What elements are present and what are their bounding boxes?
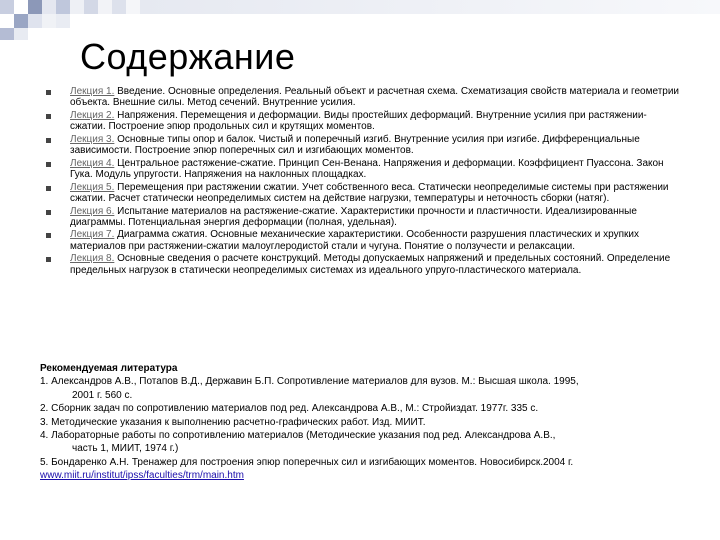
- list-item: [40, 253, 680, 275]
- lecture-link[interactable]: Лекция 3.: [70, 133, 115, 145]
- header-decoration: [0, 0, 720, 40]
- literature-item-continuation: 2001 г. 560 с.: [72, 389, 133, 401]
- lecture-text: Напряжения. Перемещения и деформации. Виды простейших деформаций. Внутренние усилия при растяжении-сжатии. Построение эпюр продольных сил и крутящих моментов.: [70, 109, 647, 133]
- list-item: [40, 86, 680, 108]
- lecture-link[interactable]: Лекция 4.: [70, 157, 115, 169]
- lecture-link[interactable]: Лекция 2.: [70, 109, 115, 121]
- list-item: [40, 158, 680, 180]
- lecture-text: Центральное растяжение-сжатие. Принцип Сен-Венана. Напряжения и деформации. Коэффициент Пуассона. Закон Гука. Модуль упругости. Напряжения на наклонных площадках.: [70, 157, 664, 180]
- lecture-text: Перемещения при растяжении сжатии. Учет собственного веса. Статически неопределимые системы при растяжении сжатии. Расчет статически неопределимых систем на действие нагрузки, температуры и неточность сборки (натяг).: [70, 181, 669, 204]
- literature-heading: Рекомендуемая литература: [40, 363, 178, 374]
- bullet-square-icon: [46, 114, 51, 119]
- lecture-list: [40, 86, 680, 277]
- literature-item: 3. Методические указания к выполнению расчетно-графических работ. Изд. МИИТ.: [40, 416, 426, 428]
- bullet-square-icon: [46, 90, 51, 95]
- bullet-square-icon: [46, 186, 51, 191]
- lecture-text: Основные типы опор и балок. Чистый и поперечный изгиб. Внутренние усилия при изгибе. Дифференциальные зависимости. Построение эпюр поперечных сил и изгибающих моментов.: [70, 133, 640, 157]
- list-item: [40, 110, 680, 132]
- lecture-text: Диаграмма сжатия. Основные механические характеристики. Особенности разрушения пластических и хрупких материалов при растяжении-сжатии малоуглеродистой стали и чугуна. Понятие о ползучести и релаксации.: [70, 229, 639, 252]
- lecture-link[interactable]: Лекция 6.: [70, 205, 115, 217]
- lecture-text: Основные сведения о расчете конструкций. Методы допускаемых напряжений и предельных состояний. Определение предельных нагрузок в статически неопределимых системах из идеального упруго-пластического материала.: [70, 253, 671, 276]
- list-item: [40, 206, 680, 228]
- bullet-square-icon: [46, 162, 51, 167]
- lecture-text: Испытание материалов на растяжение-сжатие. Характеристики прочности и пластичности. Идеализированные диаграммы. Потенциальная энергия деформации (полная, удельная).: [70, 205, 637, 228]
- page-title: Содержание: [80, 36, 296, 77]
- lecture-link[interactable]: Лекция 1.: [70, 86, 115, 97]
- list-item: [40, 182, 680, 204]
- lecture-link[interactable]: Лекция 5.: [70, 181, 115, 193]
- literature-link[interactable]: www.miit.ru/institut/ipss/faculties/trm/main.htm: [40, 470, 244, 482]
- literature-item-continuation: часть 1, МИИТ, 1974 г.): [72, 443, 179, 455]
- bullet-square-icon: [46, 257, 51, 262]
- lecture-link[interactable]: Лекция 8.: [70, 253, 115, 265]
- bullet-square-icon: [46, 138, 51, 143]
- literature-item: 2. Сборник задач по сопротивлению материалов под ред. Александрова А.В., М.: Стройиздат. 1977г. 335 с.: [40, 403, 539, 415]
- literature-item: 5. Бондаренко А.Н. Тренажер для построения эпюр поперечных сил и изгибающих моментов. Новосибирск.2004 г.: [40, 456, 574, 468]
- lecture-text: Введение. Основные определения. Реальный объект и расчетная схема. Схематизация свойств материала и геометрии объекта. Внешние силы. Метод сечений. Внутренние усилия.: [70, 86, 680, 109]
- list-item: [40, 229, 680, 251]
- list-item: [40, 134, 680, 156]
- literature-item: 4. Лабораторные работы по сопротивлению материалов (Методические указания под ред. Александрова А.В.,: [40, 430, 556, 442]
- bullet-square-icon: [46, 233, 51, 238]
- literature-item: 1. Александров А.В., Потапов В.Д., Державин Б.П. Сопротивление материалов для вузов. М.: Высшая школа. 1995,: [40, 376, 579, 388]
- literature-section: [40, 362, 690, 483]
- lecture-link[interactable]: Лекция 7.: [70, 229, 115, 241]
- bullet-square-icon: [46, 210, 51, 215]
